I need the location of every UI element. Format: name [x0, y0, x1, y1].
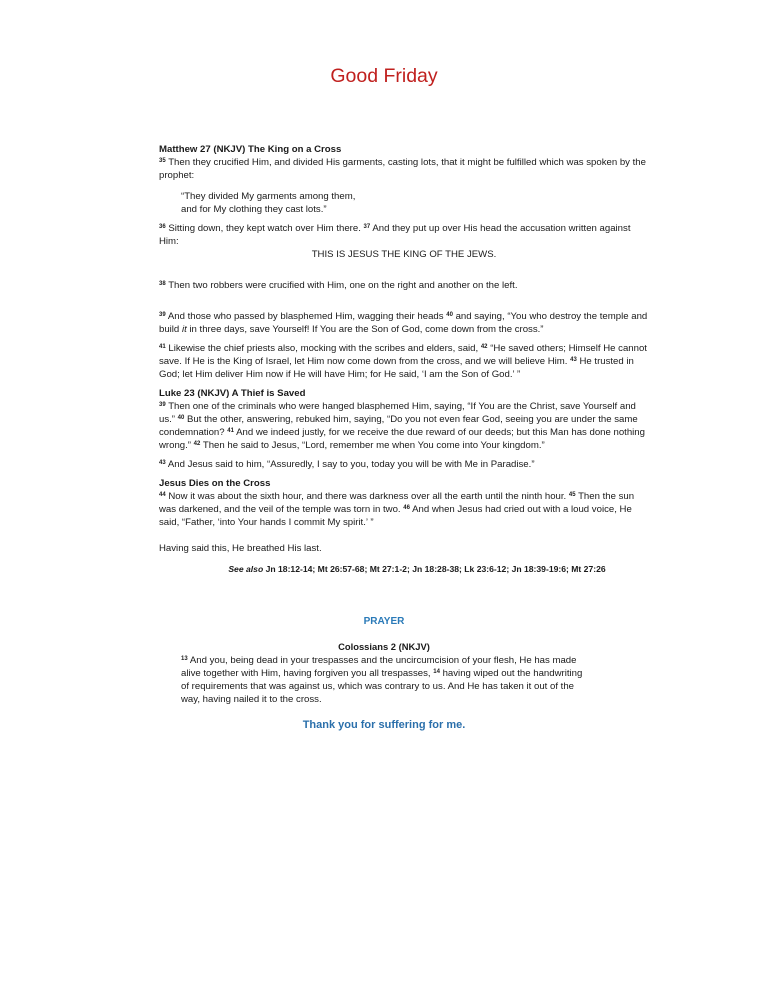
verse-text: And Jesus said to him, “Assuredly, I say to you, today you will be with Me in Paradise.”	[167, 459, 535, 470]
verse-number: 36	[159, 224, 166, 230]
verse-text: Then they crucified Him, and divided His garments, casting lots, that it might be fulfilled which was spoken by the prophet:	[159, 157, 646, 181]
see-also-references	[185, 563, 649, 576]
verse-text: And we indeed justly, for we receive the due reward of our deeds; but this Man has done nothing wrong.”	[159, 427, 645, 451]
verse-number: 39	[159, 402, 166, 408]
see-also-label: See also	[228, 564, 264, 574]
verse-number: 42	[480, 344, 488, 350]
page-title: Good Friday	[330, 65, 438, 87]
verse-text: And those who passed by blasphemed Him, wagging their heads	[167, 311, 444, 322]
verse-text: He trusted in God; let Him deliver Him now if He will have Him; for He said, ‘I am the Son of God.’ ”	[159, 356, 634, 380]
quote-line: and for My clothing they cast lots.”	[181, 204, 327, 215]
verse-paragraph	[159, 279, 649, 292]
verse-text: Then the sun was darkened, and the veil of the temple was torn in two.	[159, 491, 635, 515]
closing-line: Thank you for suffering for me.	[302, 719, 466, 731]
verse-number: 42	[193, 441, 201, 447]
verse-paragraph	[159, 400, 649, 452]
scripture-body	[159, 143, 649, 576]
verse-number: 44	[159, 492, 166, 498]
verse-number: 13	[181, 656, 188, 662]
closing-sentence: Having said this, He breathed His last.	[159, 543, 322, 554]
verse-text: Then two robbers were crucified with Him, one on the right and another on the left.	[168, 280, 518, 291]
verse-paragraph	[159, 310, 649, 336]
verse-number: 38	[159, 281, 166, 287]
verse-text: And when Jesus had cried out with a loud voice, He said, “Father, ‘into Your hands I commit My spirit.’ ”	[159, 504, 632, 528]
verse-text: Now it was about the sixth hour, and there was darkness over all the earth until the ninth hour.	[168, 491, 567, 502]
verse-number: 40	[446, 312, 453, 318]
verse-text: Sitting down, they kept watch over Him there.	[168, 223, 361, 234]
verse-paragraph	[159, 458, 649, 471]
see-also-refs: Jn 18:12-14; Mt 26:57-68; Mt 27:1-2; Jn 18:28-38; Lk 23:6-12; Jn 18:39-19:6; Mt 27:26	[263, 564, 606, 574]
prayer-passage	[181, 654, 591, 706]
verse-number: 43	[159, 460, 166, 466]
verse-text: Then one of the criminals who were hanged blasphemed Him, saying, “If You are the Christ, save Yourself and us.”	[159, 401, 636, 425]
verse-number: 46	[403, 505, 410, 511]
italic-word: it	[181, 324, 187, 335]
verse-number: 41	[227, 428, 234, 434]
verse-number: 43	[570, 357, 577, 363]
prophecy-quote	[181, 190, 649, 216]
verse-paragraph	[159, 342, 649, 381]
verse-text: Likewise the chief priests also, mocking with the scribes and elders, said,	[168, 343, 479, 354]
verse-text: having wiped out the handwriting of requirements that was against us, which was contrary to us. And He has taken it out of the way, having nailed it to the cross.	[181, 668, 583, 705]
verse-text: But the other, answering, rebuked him, saying, “Do you not even fear God, seeing you are under the same condemnation?	[159, 414, 638, 438]
verse-number: 14	[433, 669, 440, 675]
matthew-heading: Matthew 27 (NKJV) The King on a Cross	[159, 144, 342, 155]
dies-heading: Jesus Dies on the Cross	[159, 478, 271, 489]
verse-number: 41	[159, 344, 166, 350]
verse-number: 45	[568, 492, 576, 498]
verse-number: 35	[159, 158, 166, 164]
verse-number: 40	[177, 415, 185, 421]
verse-number: 37	[363, 224, 371, 230]
verse-text: Then he said to Jesus, “Lord, remember me when You come into Your kingdom.”	[202, 440, 545, 451]
verse-paragraph	[159, 222, 649, 248]
luke-heading: Luke 23 (NKJV) A Thief is Saved	[159, 388, 306, 399]
verse-text: in three days, save Yourself! If You are the Son of God, come down from the cross.”	[186, 324, 544, 335]
verse-text: And you, being dead in your trespasses and the uncircumcision of your flesh, He has made alive together with Him, having forgiven you all trespasses,	[181, 655, 577, 679]
verse-text: “He saved others; Himself He cannot save. If He is the King of Israel, let Him now come down from the cross, and we will believe Him.	[159, 343, 647, 367]
verse-text: and saying, “You who destroy the temple and build	[159, 311, 648, 335]
inscription: THIS IS JESUS THE KING OF THE JEWS.	[311, 249, 497, 260]
prayer-heading: PRAYER	[363, 616, 405, 627]
verse-paragraph	[159, 156, 649, 182]
verse-number: 39	[159, 312, 166, 318]
verse-paragraph	[159, 490, 649, 529]
quote-line: “They divided My garments among them,	[181, 191, 356, 202]
prayer-reference: Colossians 2 (NKJV)	[338, 641, 430, 652]
verse-text: And they put up over His head the accusation written against Him:	[159, 223, 631, 247]
